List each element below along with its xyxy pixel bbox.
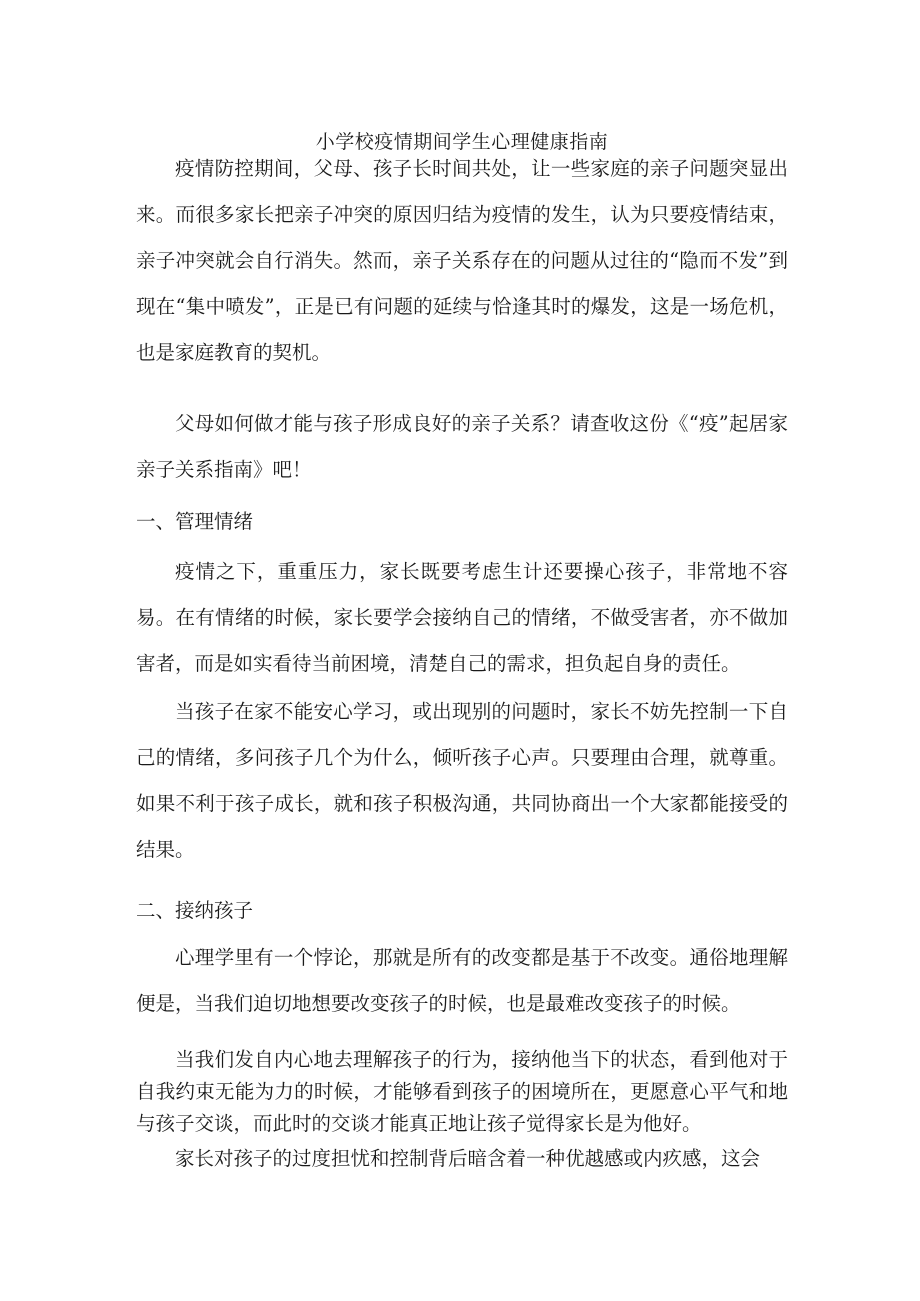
paragraph-child-problems: 当孩子在家不能安心学习，或出现别的问题时，家长不妨先控制一下自己的情绪，多问孩子几个为什么，倾听孩子心声。只要理由合理，就尊重。如果不利于孩子成长，就和孩子积极沟通，共同协商出一个大家都能接受的结果。: [136, 700, 788, 861]
paragraph-emotions: 疫情之下，重重压力，家长既要考虑生计还要操心孩子，非常地不容易。在有情绪的时候，家长要学会接纳自己的情绪，不做受害者，亦不做加害者，而是如实看待当前困境，清楚自己的需求，担负起自身的责任。: [136, 560, 788, 675]
document-title: 小学校疫情期间学生心理健康指南: [315, 131, 609, 153]
section-heading-accept-child: 二、接纳孩子: [136, 899, 254, 922]
paragraph-question: 父母如何做才能与孩子形成良好的亲子关系？请查收这份《“疫”起居家亲子关系指南》吧！: [136, 412, 788, 481]
paragraph-paradox: 心理学里有一个悖论，那就是所有的改变都是基于不改变。通俗地理解便是，当我们迫切地想要改变孩子的时候，也是最难改变孩子的时候。: [136, 946, 788, 1015]
section-heading-manage-emotions: 一、管理情绪: [136, 510, 254, 533]
paragraph-intro: 疫情防控期间，父母、孩子长时间共处，让一些家庭的亲子问题突显出来。而很多家长把亲子冲突的原因归结为疫情的发生，认为只要疫情结束，亲子冲突就会自行消失。然而，亲子关系存在的问题从过往的“隐而不发”到现在“集中喷发”，正是已有问题的延续与恰逢其时的爆发，这是一场危机，也是家庭教育的契机。: [136, 157, 788, 364]
paragraph-understanding: 当我们发自内心地去理解孩子的行为，接纳他当下的状态，看到他对于自我约束无能为力的时候，才能够看到孩子的困境所在，更愿意心平气和地与孩子交谈，而此时的交谈才能真正地让孩子觉得家长是为他好。: [136, 1048, 788, 1135]
paragraph-overprotection: 家长对孩子的过度担忧和控制背后暗含着一种优越感或内疚感，这会: [175, 1147, 761, 1170]
